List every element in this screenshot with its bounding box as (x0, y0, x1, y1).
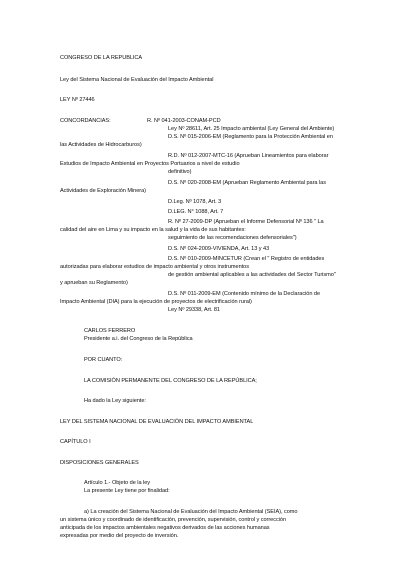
concordancia-line: R. Nº 041-2003-CONAM-PCD (147, 118, 221, 124)
concordancias-label: CONCORDANCIAS: (60, 118, 111, 124)
article-title: Artículo 1.- Objeto de la ley (84, 480, 151, 486)
concordancia-line: Ley Nº 28611, Art. 25 Impacto ambiental (Ley General del Ambiente) (168, 126, 335, 132)
concordancia-line: R.D. Nº 012-2007-MTC-16 (Aprueban Lineamientos para elaborar (168, 153, 329, 159)
general-provisions-heading: DISPOSICIONES GENERALES (60, 460, 139, 466)
concordancia-line: de gestión ambiental aplicables a las actividades del Sector Turismo" (168, 272, 336, 278)
concordancia-line: y aprueban su Reglamento) (60, 280, 128, 286)
concordancia-line: R. Nº 27-2009-DP (Aprueban el Informe Defensorial Nº 136 " La (168, 219, 324, 225)
concordancia-line: D.S. Nº 024-2009-VIVIENDA, Art. 13 y 43 (168, 246, 270, 252)
concordancia-line: Actividades de Exploración Minera) (60, 188, 146, 194)
law-heading: LEY DEL SISTEMA NACIONAL DE EVALUACIÓN DEL IMPACTO AMBIENTAL (60, 419, 254, 425)
paragraph-line: anticipada de los impactos ambientales negativos derivados de las acciones humanas (60, 525, 270, 531)
concordancia-line: D.S. Nº 010-2009-MINCETUR (Crean el " Registro de entidades (168, 256, 325, 262)
concordancia-line: Impacto Ambiental (DIA) para la ejecución de proyectos de electrificación rural) (60, 299, 252, 305)
law-title: Ley del Sistema Nacional de Evaluación del Impacto Ambiental (60, 77, 214, 83)
paragraph-line: a) La creación del Sistema Nacional de Evaluación del Impacto Ambiental (SEIA), como (84, 509, 298, 515)
concordancia-line: D.LEG. N° 1088, Art. 7 (168, 209, 224, 215)
concordancia-line: seguimiento de las recomendaciones defensoriales") (168, 235, 297, 241)
signer-title: Presidente a.i. del Congreso de la República (84, 336, 193, 342)
law-number: LEY Nº 27446 (60, 97, 95, 103)
concordancia-line: Estudios de Impacto Ambiental en Proyectos Portuarios a nivel de estudio (60, 161, 240, 167)
has-given: Ha dado la Ley siguiente: (84, 398, 146, 404)
concordancia-line: Ley Nº 29338, Art. 81 (168, 307, 220, 313)
commission-statement: LA COMISIÓN PERMANENTE DEL CONGRESO DE LA REPÚBLICA; (84, 378, 257, 384)
concordancia-line: D.S. Nº 011-2009-EM (Contenido mínimo de la Declaración de (168, 291, 321, 297)
paragraph-line: expresadas por medio del proyecto de inversión. (60, 533, 179, 539)
header: CONGRESO DE LA REPUBLICA (60, 55, 143, 61)
concordancia-line: calidad del aire en Lima y su impacto en la salud y la vida de sus habitantes: (60, 227, 246, 233)
paragraph-line: un sistema único y coordinado de identificación, prevención, supervisión, control y corrección (60, 517, 287, 523)
signer-name: CARLOS FERRERO (84, 328, 136, 334)
concordancia-line: las Actividades de Hidrocarburos) (60, 142, 142, 148)
chapter-heading: CAPÍTULO I (60, 439, 91, 445)
concordancia-line: D.S. Nº 020-2008-EM (Aprueban Reglamento Ambiental para las (168, 180, 326, 186)
concordancia-line: definitivo) (168, 169, 192, 175)
por-cuanto: POR CUANTO: (84, 357, 123, 363)
article-intro: La presente Ley tiene por finalidad: (84, 488, 170, 494)
concordancia-line: D.Leg. Nº 1078, Art. 3 (168, 199, 222, 205)
concordancia-line: autorizadas para elaborar estudios de impacto ambiental y otros instrumentos (60, 264, 249, 270)
concordancia-line: D.S. Nº 015-2006-EM (Reglamento para la Protección Ambiental en (168, 134, 333, 140)
